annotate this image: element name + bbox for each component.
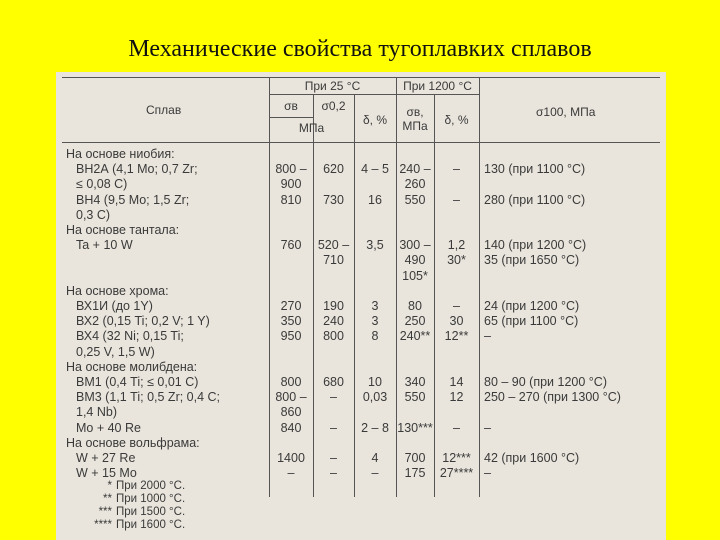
cell-sigma-b-1200: 240 – (399, 162, 431, 177)
cell-sigma-b: 840 (280, 420, 302, 435)
header-mpa: МПа (298, 121, 325, 135)
scanned-table (56, 72, 666, 540)
cell-delta: 4 – 5 (361, 162, 389, 177)
cell-sigma-100: – (484, 466, 491, 481)
cell-delta: 16 (368, 192, 382, 207)
header-at-1200: При 1200 °С (403, 79, 472, 93)
cell-alloy: Mo + 40 Re (76, 420, 141, 435)
cell-sigma-02: 710 (323, 253, 344, 268)
cell-sigma-02: – (330, 420, 337, 435)
cell-delta-1200: 12** (444, 329, 469, 344)
cell-delta: – (371, 466, 379, 481)
cell-sigma-02: – (330, 390, 337, 405)
cell-delta: 8 (371, 329, 379, 344)
cell-sigma-100: 140 (при 1200 °С) (484, 238, 587, 253)
cell-sigma-100: 35 (при 1650 °С) (484, 253, 580, 268)
cell-delta: 3 (371, 314, 379, 329)
header-alloy: Сплав (146, 103, 182, 117)
cell-alloy: На основе ниобия: (66, 147, 175, 161)
cell-sigma-b-1200: 490 (404, 253, 426, 268)
cell-delta: 0,03 (362, 390, 388, 405)
footnote-text-1: При 2000 °С. (116, 480, 186, 492)
cell-delta: 3 (371, 299, 379, 313)
cell-sigma-b-1200: 700 (404, 451, 426, 465)
cell-alloy: 0,25 V, 1,5 W) (76, 344, 155, 359)
cell-sigma-100: 280 (при 1100 °С) (484, 192, 586, 207)
cell-sigma-b: 760 (280, 238, 302, 253)
cell-delta-1200: 30 (449, 314, 464, 329)
cell-delta-1200: – (453, 299, 460, 313)
footnote-mark-2: ** (103, 493, 112, 505)
cell-alloy: ВН4 (9,5 Mo; 1,5 Zr; (76, 192, 190, 207)
cell-sigma-02: 620 (323, 162, 344, 177)
cell-delta-1200: – (453, 420, 460, 435)
cell-sigma-100: 130 (при 1100 °С) (484, 162, 586, 177)
cell-alloy: ≤ 0,08 C) (76, 177, 128, 192)
col-divider-3 (354, 94, 355, 497)
cell-sigma-100: 42 (при 1600 °С) (484, 451, 580, 465)
cell-sigma-b: 270 (280, 299, 302, 313)
footnote-mark-1: * (107, 480, 112, 492)
header-sigma-02: σ0,2 (321, 99, 346, 113)
cell-alloy: W + 27 Re (76, 451, 136, 465)
cell-sigma-100: 250 – 270 (при 1300 °С) (484, 390, 621, 405)
cell-alloy: На основе тантала: (66, 223, 180, 237)
cell-alloy: ВН2А (4,1 Mo; 0,7 Zr; (76, 162, 198, 177)
cell-delta-1200: – (453, 192, 460, 207)
cell-alloy: ВМ3 (1,1 Ti; 0,5 Zr; 0,4 C; (76, 390, 221, 405)
cell-alloy: ВХ4 (32 Ni; 0,15 Ti; (76, 329, 184, 344)
header-mid-rule (269, 94, 479, 95)
footnote-text-3: При 1500 °С. (116, 506, 186, 518)
cell-sigma-b: 350 (280, 314, 302, 329)
cell-delta: 4 (371, 451, 379, 465)
cell-sigma-b: 800 – (275, 390, 307, 405)
cell-sigma-b-1200: 550 (404, 390, 426, 405)
cell-sigma-100: 65 (при 1100 °С) (484, 314, 579, 329)
cell-delta: 2 – 8 (361, 420, 389, 435)
header-sigma-b-1200: σв, (406, 105, 424, 119)
cell-sigma-b-1200: 300 – (399, 238, 431, 253)
header-sigma-b: σв (284, 99, 298, 113)
cell-sigma-100: – (484, 329, 491, 344)
cell-sigma-b-1200: 250 (404, 314, 426, 329)
cell-sigma-02: 520 – (317, 238, 350, 253)
cell-sigma-b-1200: 550 (404, 192, 426, 207)
cell-sigma-02: 240 (323, 314, 344, 329)
cell-alloy: Ta + 10 W (76, 238, 133, 253)
col-divider-2 (313, 94, 314, 497)
cell-sigma-b-1200: 80 (408, 299, 422, 313)
cell-sigma-100: 80 – 90 (при 1200 °С) (484, 375, 607, 389)
cell-sigma-b-1200: 105* (402, 268, 428, 283)
header-bottom-rule (62, 142, 660, 143)
cell-sigma-b: 900 (280, 177, 302, 192)
header-sub-rule (269, 117, 313, 118)
cell-sigma-b: 860 (280, 405, 302, 420)
table-top-rule (62, 77, 660, 78)
cell-delta-1200: 27**** (439, 466, 474, 481)
col-divider-5 (434, 94, 435, 497)
cell-alloy: ВМ1 (0,4 Ti; ≤ 0,01 C) (76, 375, 199, 389)
cell-alloy: ВХ2 (0,15 Ti; 0,2 V; 1 Y) (76, 314, 210, 329)
cell-sigma-02: 730 (323, 192, 344, 207)
footnote-mark-4: **** (94, 519, 112, 531)
footnote-text-2: При 1000 °С. (116, 493, 186, 505)
cell-delta: 10 (368, 375, 382, 389)
cell-sigma-02: 190 (323, 299, 344, 313)
cell-sigma-100: – (484, 420, 491, 435)
cell-sigma-b-1200: 340 (404, 375, 426, 389)
cell-sigma-02: – (330, 466, 337, 481)
cell-sigma-b: 800 – (275, 162, 307, 177)
cell-alloy: 1,4 Nb) (76, 405, 117, 420)
cell-delta: 3,5 (366, 238, 384, 253)
cell-sigma-b: – (287, 466, 295, 481)
header-delta-1200: δ, % (444, 113, 469, 127)
cell-delta-1200: 12*** (442, 451, 471, 465)
cell-sigma-b: 950 (280, 329, 302, 344)
cell-sigma-b-1200: 130*** (397, 420, 433, 435)
cell-sigma-02: – (330, 451, 337, 465)
cell-sigma-b: 800 (280, 375, 302, 389)
footnote-text-4: При 1600 °С. (116, 519, 186, 531)
header-at-25: При 25 °С (304, 79, 361, 93)
cell-alloy: На основе хрома: (66, 283, 169, 298)
cell-sigma-b-1200: 175 (404, 466, 426, 481)
slide-title: Механические свойства тугоплавких сплавов (128, 36, 592, 62)
header-sigma-100: σ100, МПа (536, 105, 596, 119)
cell-delta-1200: 30* (447, 253, 466, 268)
cell-alloy: ВХ1И (до 1Y) (76, 299, 153, 313)
cell-sigma-02: 680 (323, 375, 344, 389)
cell-delta-1200: 1,2 (447, 238, 466, 253)
cell-sigma-b-1200: 240** (399, 329, 431, 344)
cell-delta-1200: 12 (449, 390, 464, 405)
cell-sigma-02: 800 (323, 329, 344, 344)
cell-delta-1200: 14 (449, 375, 464, 389)
footnote-mark-3: *** (98, 506, 112, 518)
col-divider-6 (479, 77, 480, 497)
header-delta: δ, % (362, 113, 388, 127)
cell-alloy: W + 15 Mo (76, 466, 137, 481)
cell-sigma-b: 810 (280, 192, 302, 207)
cell-sigma-b-1200: 260 (404, 177, 426, 192)
cell-alloy: На основе вольфрама: (66, 435, 200, 450)
cell-alloy: На основе молибдена: (66, 359, 198, 374)
cell-delta-1200: – (453, 162, 460, 177)
cell-sigma-100: 24 (при 1200 °С) (484, 299, 580, 313)
cell-alloy: 0,3 C) (76, 207, 111, 222)
cell-sigma-b: 1400 (277, 451, 305, 465)
header-mpa-1200: МПа (402, 119, 428, 133)
